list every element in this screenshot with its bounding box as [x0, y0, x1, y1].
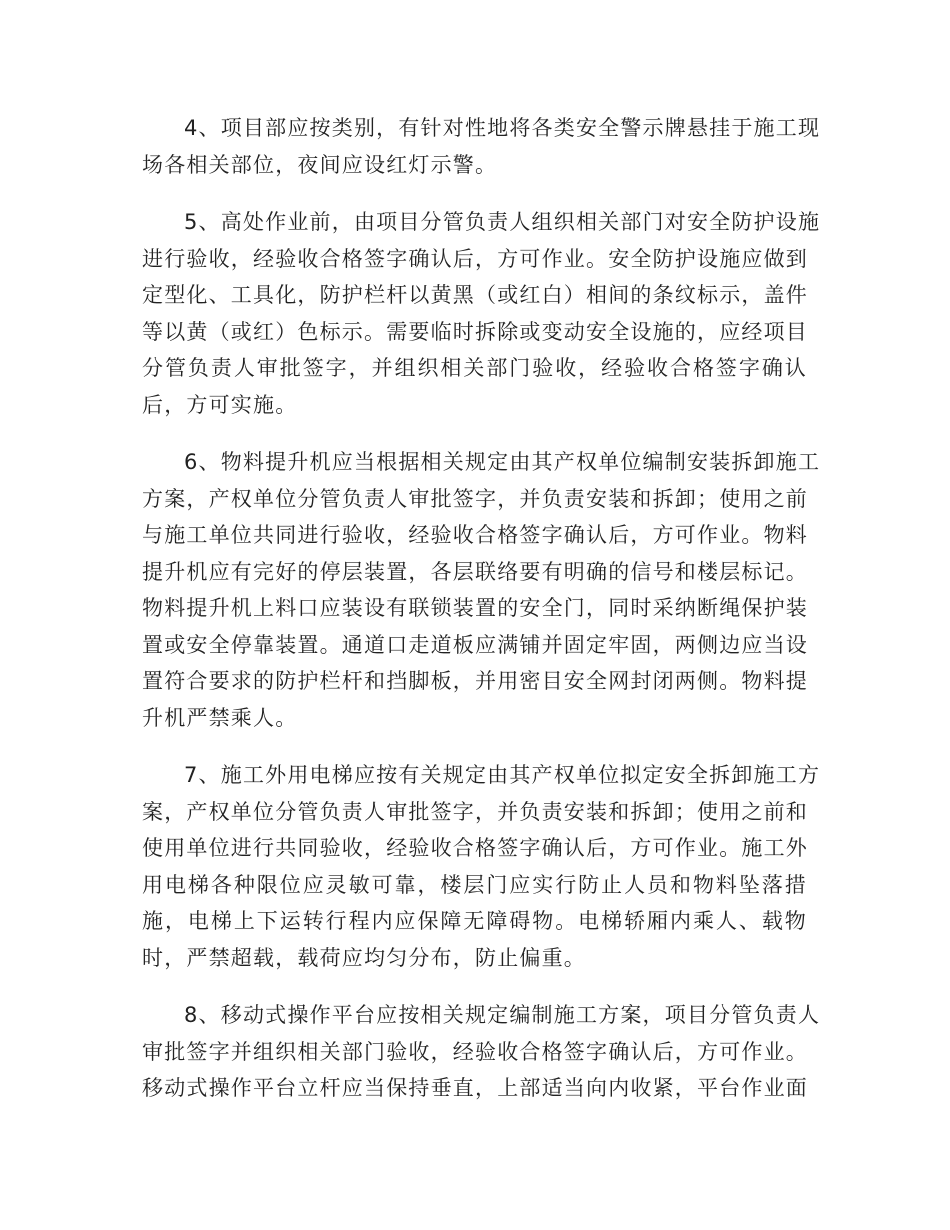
- text-line: 分管负责人审批签字，并组织相关部门验收，经验收合格签字确认: [142, 356, 807, 380]
- text-line: 定型化、工具化，防护栏杆以黄黑（或红白）相间的条纹标示，盖件: [142, 283, 808, 307]
- text-line: 移动式操作平台立杆应当保持垂直，上部适当向内收紧，平台作业面: [142, 1076, 808, 1100]
- paragraph-5: [142, 204, 821, 423]
- text-line: 8、移动式操作平台应按相关规定编制施工方案，项目分管负责人: [184, 1003, 821, 1027]
- text-line: 审批签字并组织相关部门验收，经验收合格签字确认后，方可作业。: [142, 1039, 808, 1064]
- text-line: 提升机应有完好的停层装置，各层联络要有明确的信号和楼层标记。: [142, 559, 808, 584]
- text-line: 场各相关部位，夜间应设红灯示警。: [142, 152, 498, 177]
- text-line: 用电梯各种限位应灵敏可靠，楼层门应实行防止人员和物料坠落措: [142, 872, 807, 897]
- text-line: 升机严禁乘人。: [142, 705, 298, 730]
- text-line: 置或安全停靠装置。通道口走道板应满铺并固定牢固，两侧边应当设: [142, 632, 808, 657]
- text-line: 时，严禁超载，载荷应均匀分布，防止偏重。: [142, 945, 586, 970]
- text-line: 6、物料提升机应当根据相关规定由其产权单位编制安装拆卸施工: [184, 450, 821, 474]
- text-line: 使用单位进行共同验收，经验收合格签字确认后，方可作业。施工外: [142, 836, 808, 860]
- text-line: 施，电梯上下运转行程内应保障无障碍物。电梯轿厢内乘人、载物: [142, 909, 807, 933]
- paragraph-7: [142, 757, 821, 976]
- text-line: 进行验收，经验收合格签字确认后，方可作业。安全防护设施应做到: [142, 246, 808, 271]
- text-line: 置符合要求的防护栏杆和挡脚板，并用密目安全网封闭两侧。物料提: [142, 669, 808, 693]
- text-line: 案，产权单位分管负责人审批签字，并负责安装和拆卸；使用之前和: [142, 799, 808, 824]
- text-line: 物料提升机上料口应装设有联锁装置的安全门，同时采纳断绳保护装: [142, 596, 808, 620]
- paragraph-6: [142, 444, 821, 736]
- document-body: [142, 110, 821, 1128]
- text-line: 5、高处作业前，由项目分管负责人组织相关部门对安全防护设施: [184, 210, 821, 234]
- text-line: 7、施工外用电梯应按有关规定由其产权单位拟定安全拆卸施工方: [184, 763, 821, 787]
- text-line: 与施工单位共同进行验收，经验收合格签字确认后，方可作业。物料: [142, 523, 808, 547]
- text-line: 等以黄（或红）色标示。需要临时拆除或变动安全设施的，应经项目: [142, 319, 808, 344]
- text-line: 方案，产权单位分管负责人审批签字，并负责安装和拆卸；使用之前: [142, 486, 808, 511]
- text-line: 4、项目部应按类别，有针对性地将各类安全警示牌悬挂于施工现: [184, 116, 821, 140]
- paragraph-8: [142, 997, 821, 1107]
- text-line: 后，方可实施。: [142, 392, 298, 417]
- paragraph-4: [142, 110, 821, 183]
